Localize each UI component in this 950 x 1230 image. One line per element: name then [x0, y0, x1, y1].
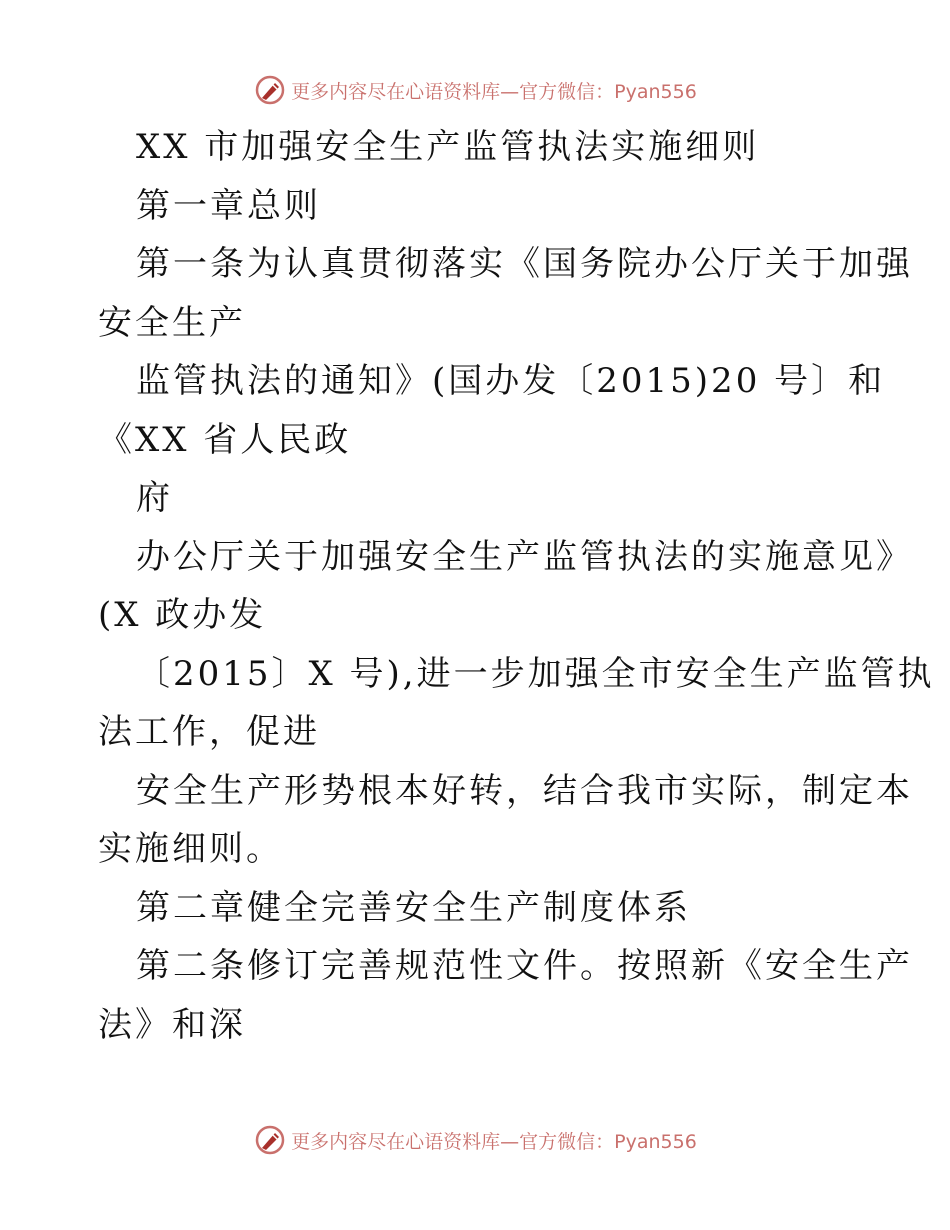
- pen-nib-icon: [253, 1123, 287, 1157]
- paragraph-line: 安全生产: [98, 302, 246, 343]
- paragraph-line: (X 政办发: [98, 595, 267, 635]
- header-banner: [0, 70, 950, 110]
- paragraph-line: 《XX 省人民政: [98, 419, 352, 460]
- banner-text: 更多内容尽在心语资料库—官方微信：Pyan556: [291, 80, 697, 103]
- paragraph-line: 监管执法的通知》(国办发〔2015)20 号〕和: [136, 361, 886, 401]
- chapter-heading: 第一章总则: [136, 185, 321, 226]
- doc-title: XX 市加强安全生产监管执法实施细则: [136, 127, 760, 167]
- paragraph-line: 第二条修订完善规范性文件。按照新《安全生产: [136, 946, 913, 986]
- pen-nib-icon: [253, 73, 287, 107]
- paragraph-line: 法》和深: [98, 1004, 246, 1045]
- banner-text: 更多内容尽在心语资料库—官方微信：Pyan556: [291, 1130, 697, 1153]
- chapter-heading: 第二章健全完善安全生产制度体系: [136, 887, 691, 928]
- paragraph-line: 法工作，促进: [98, 712, 320, 752]
- paragraph-line: 实施细则。: [98, 829, 283, 869]
- paragraph-line: 〔2015〕X 号),进一步加强全市安全生产监管执: [136, 653, 935, 694]
- footer-banner: [0, 1120, 950, 1160]
- paragraph-line: 第一条为认真贯彻落实《国务院办公厅关于加强: [136, 244, 913, 284]
- paragraph-line: 办公厅关于加强安全生产监管执法的实施意见》: [136, 536, 913, 577]
- paragraph-line: 安全生产形势根本好转，结合我市实际，制定本: [136, 770, 913, 811]
- paragraph-line: 府: [136, 478, 173, 518]
- document-body: [98, 118, 935, 1054]
